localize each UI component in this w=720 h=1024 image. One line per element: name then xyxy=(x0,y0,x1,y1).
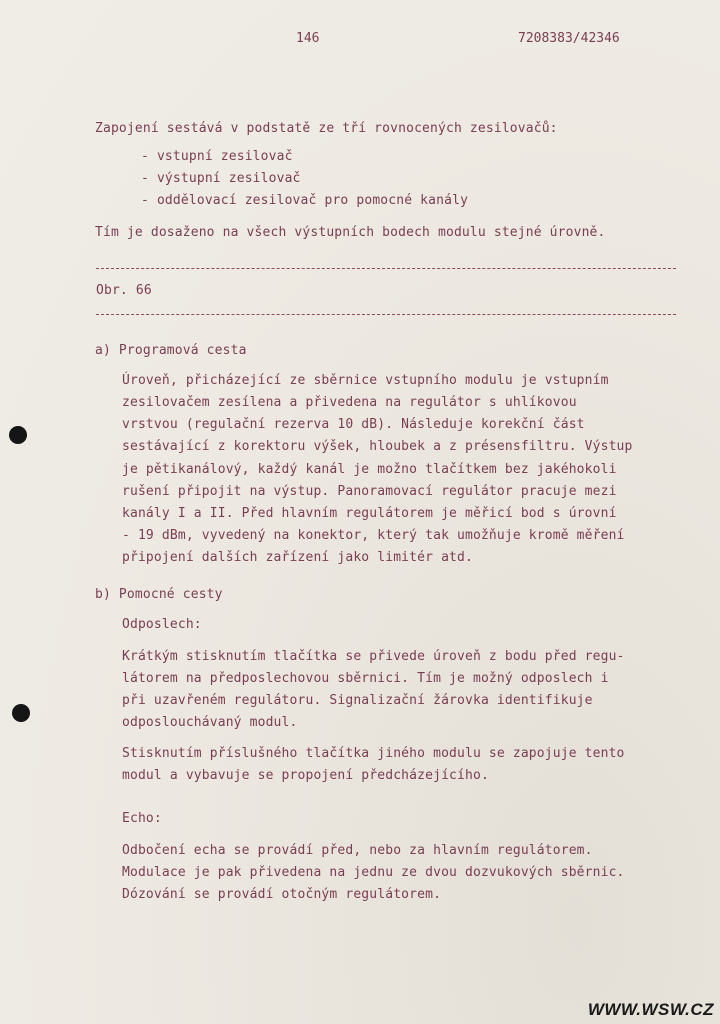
intro-list-item: - vstupní zesilovač xyxy=(141,149,293,164)
paragraph-line: Dózování se provádí otočným regulátorem. xyxy=(122,887,442,902)
section-b-heading: b) Pomocné cesty xyxy=(95,587,223,602)
paragraph-line: Úroveň, přicházející ze sběrnice vstupního modulu je vstupním xyxy=(122,373,609,388)
intro-list-item: - výstupní zesilovač xyxy=(141,171,301,186)
paragraph-line: odposlouchávaný modul. xyxy=(122,715,298,730)
paragraph-line: připojení dalších zařízení jako limitér atd. xyxy=(122,550,473,565)
page-number: 146 xyxy=(296,31,320,46)
paragraph-line: při uzavřeném regulátoru. Signalizační žárovka identifikuje xyxy=(122,693,593,708)
section-a-heading: a) Programová cesta xyxy=(95,343,247,358)
intro-list-item: - oddělovací zesilovač pro pomocné kanály xyxy=(141,193,469,208)
watermark-logo: WWW.WSW.CZ xyxy=(587,1000,714,1019)
paragraph-line: Modulace je pak přivedena na jednu ze dvou dozvukových sběrnic. xyxy=(122,865,625,880)
paragraph-line: látorem na předposlechovou sběrnici. Tím je možný odposlech i xyxy=(122,671,609,686)
intro-closing: Tím je dosaženo na všech výstupních bodech modulu stejné úrovně. xyxy=(95,225,606,240)
paragraph-line: Krátkým stisknutím tlačítka se přivede úroveň z bodu před regu- xyxy=(122,649,625,664)
document-code: 7208383/42346 xyxy=(518,31,620,46)
paragraph-line: zesilovačem zesílena a přivedena na regulátor s uhlíkovou xyxy=(122,395,577,410)
paragraph-line: kanály I a II. Před hlavním regulátorem je měřicí bod s úrovní xyxy=(122,506,617,521)
punch-hole xyxy=(12,704,30,722)
paragraph-line: vrstvou (regulační rezerva 10 dB). Následuje korekční část xyxy=(122,417,585,432)
paragraph-line: sestávající z korektoru výšek, hloubek a z présensfiltru. Výstup xyxy=(122,439,633,454)
echo-title: Echo: xyxy=(122,811,162,826)
dashed-separator xyxy=(96,314,676,315)
dashed-separator xyxy=(96,268,676,269)
intro-text: Zapojení sestává v podstatě ze tří rovnocených zesilovačů: xyxy=(95,121,558,136)
figure-label: Obr. 66 xyxy=(96,283,152,298)
paragraph-line: Stisknutím příslušného tlačítka jiného modulu se zapojuje tento xyxy=(122,746,625,761)
paragraph-line: modul a vybavuje se propojení předcházejícího. xyxy=(122,768,489,783)
paragraph-line: Odbočení echa se provádí před, nebo za hlavním regulátorem. xyxy=(122,843,593,858)
punch-hole xyxy=(9,426,27,444)
paragraph-line: - 19 dBm, vyvedený na konektor, který tak umožňuje kromě měření xyxy=(122,528,625,543)
paragraph-line: rušení připojit na výstup. Panoramovací regulátor pracuje mezi xyxy=(122,484,617,499)
odposlech-title: Odposlech: xyxy=(122,617,202,632)
paragraph-line: je pětikanálový, každý kanál je možno tlačítkem bez jakéhokoli xyxy=(122,462,617,477)
